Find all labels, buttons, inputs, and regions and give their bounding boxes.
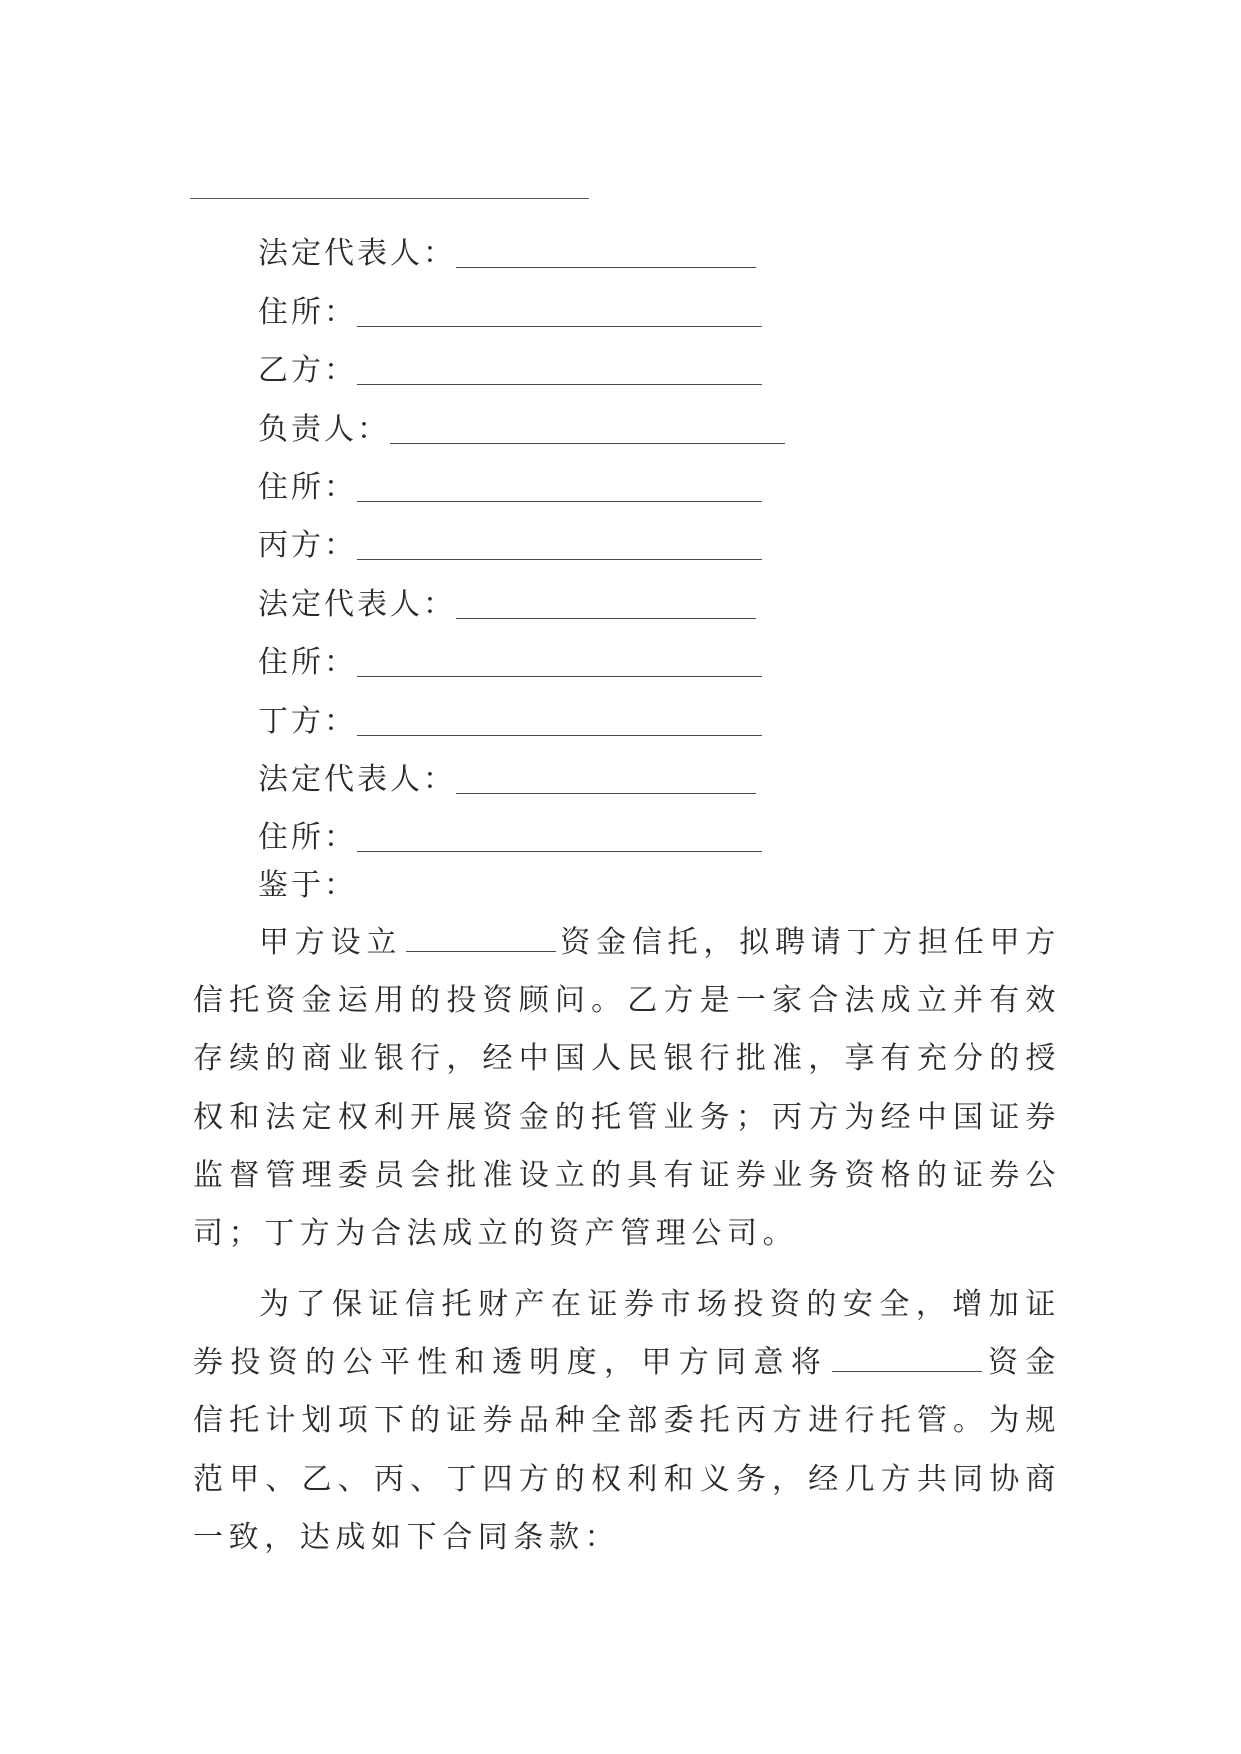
field-blank-line — [456, 793, 756, 794]
field-row-address-c — [258, 627, 858, 685]
field-row-party-b — [258, 335, 858, 393]
top-blank-line — [190, 198, 589, 199]
field-label: 住所： — [258, 820, 357, 856]
field-blank-line — [357, 676, 762, 677]
field-row-address-a — [258, 276, 858, 334]
field-row-legal-rep-a — [258, 218, 858, 276]
party-fields — [258, 218, 858, 860]
field-label: 法定代表人： — [258, 586, 456, 622]
para1-text-after: 资金信托，拟聘请丁方担任甲方信托资金运用的投资顾问。乙方是一家合法成立并有效存续的商业银行，经中国人民银行批准，享有充分的授权和法定权利开展资金的托管业务；丙方为经中国证券监督管理委员会批准设立的具有证券业务资格的证券公司；丁方为合法成立的资产管理公司。 — [193, 925, 1061, 1252]
field-label: 丁方： — [258, 703, 357, 739]
para1-text-before: 甲方设立 — [259, 925, 403, 960]
field-label: 住所： — [258, 645, 357, 681]
field-blank-line — [357, 851, 762, 852]
field-blank-line — [456, 267, 756, 268]
field-row-party-d — [258, 685, 858, 743]
field-row-party-c — [258, 510, 858, 568]
inline-blank-line — [832, 1345, 982, 1372]
field-blank-line — [357, 559, 762, 560]
para2-text-after: 资金信托计划项下的证券品种全部委托丙方进行托管。为规范甲、乙、丙、丁四方的权利和义务，经几方共同协商一致，达成如下合同条款： — [193, 1345, 1062, 1555]
field-blank-line — [357, 735, 762, 736]
field-row-legal-rep-c — [258, 568, 858, 626]
field-row-address-b — [258, 452, 858, 510]
para2-text-before: 为了保证信托财产在证券市场投资的安全，增加证券投资的公平性和透明度，甲方同意将 — [193, 1287, 1061, 1381]
field-blank-line — [456, 618, 756, 619]
field-label: 法定代表人： — [258, 236, 456, 272]
paragraph-purpose — [193, 1276, 1061, 1567]
field-label: 住所： — [258, 294, 357, 330]
field-label: 丙方： — [258, 528, 357, 564]
field-blank-line — [357, 501, 762, 502]
field-blank-line — [357, 384, 762, 385]
field-row-address-d — [258, 802, 858, 860]
field-label: 乙方： — [258, 353, 357, 389]
inline-blank-line — [406, 925, 556, 952]
field-label: 负责人： — [258, 411, 390, 447]
whereas-label: 鉴于： — [258, 868, 357, 903]
field-blank-line — [390, 443, 785, 444]
paragraph-trust-background — [193, 914, 1061, 1263]
field-blank-line — [357, 326, 762, 327]
field-label: 法定代表人： — [258, 761, 456, 797]
field-label: 住所： — [258, 469, 357, 505]
field-row-legal-rep-d — [258, 744, 858, 802]
field-row-responsible-b — [258, 393, 858, 451]
